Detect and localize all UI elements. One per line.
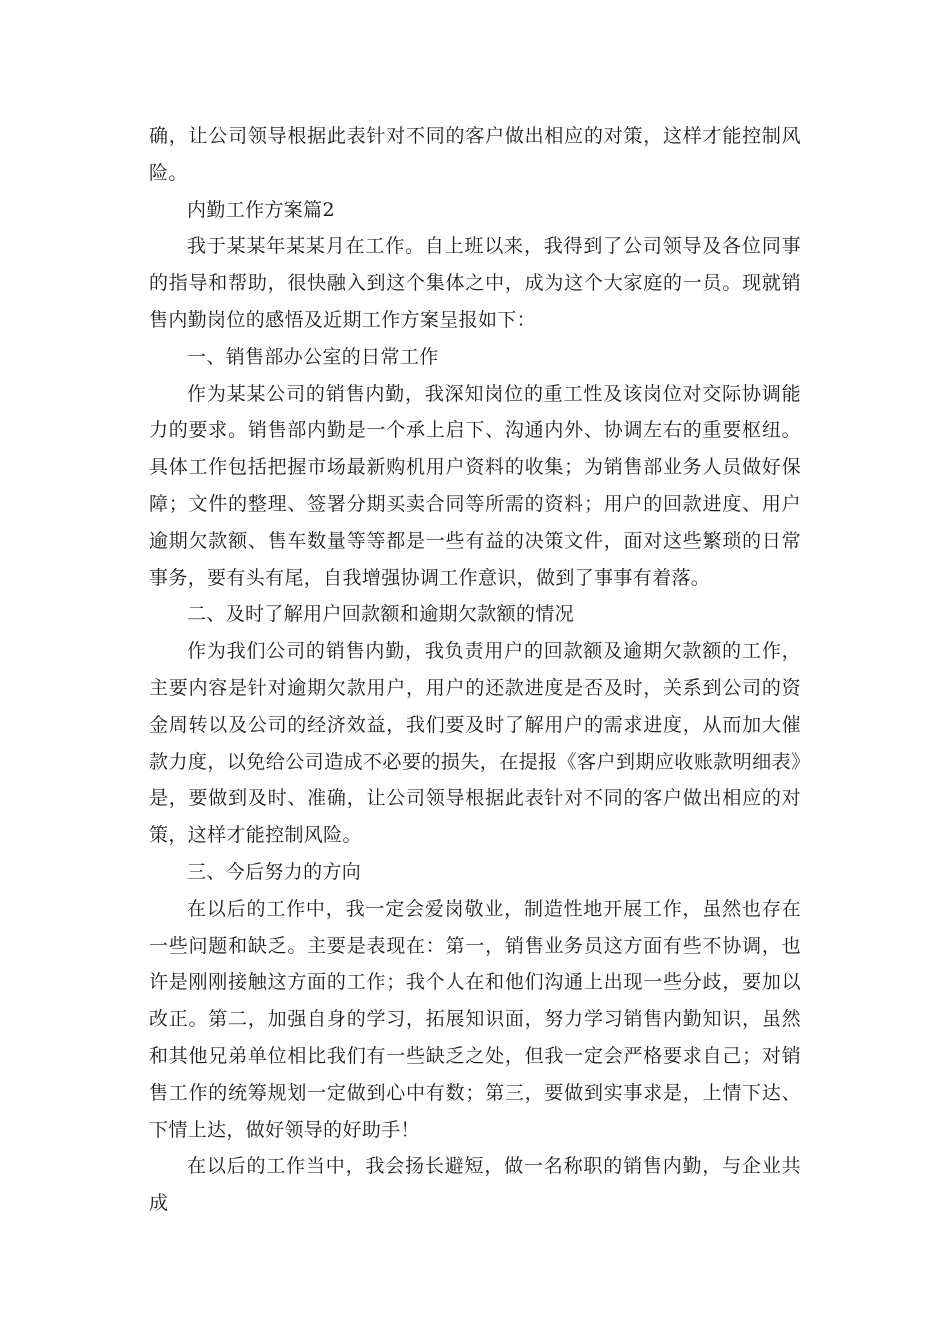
paragraph-intro: 我于某某年某某月在工作。自上班以来，我得到了公司领导及各位同事的指导和帮助，很快融入到这个集体之中，成为这个大家庭的一员。现就销售内勤岗位的感悟及近期工作方案呈报如下： xyxy=(149,235,801,331)
document-page xyxy=(149,118,801,1222)
heading-payment-status: 二、及时了解用户回款额和逾期欠款额的情况 xyxy=(187,603,575,626)
heading-daily-work: 一、销售部办公室的日常工作 xyxy=(187,345,439,368)
paragraph-continuation: 确，让公司领导根据此表针对不同的客户做出相应的对策，这样才能控制风险。 xyxy=(149,125,801,184)
section-title: 内勤工作方案篇2 xyxy=(187,198,335,221)
paragraph-payment-status: 作为我们公司的销售内勤，我负责用户的回款额及逾期欠款额的工作，主要内容是针对逾期欠款用户，用户的还款进度是否及时，关系到公司的资金周转以及公司的经济效益，我们要及时了解用户的需求进度，从而加大催款力度，以免给公司造成不必要的损失，在提报《客户到期应收账款明细表》是，要做到及时、准确，让公司领导根据此表针对不同的客户做出相应的对策，这样才能控制风险。 xyxy=(149,640,801,847)
heading-future-direction: 三、今后努力的方向 xyxy=(187,860,362,883)
paragraph-daily-work: 作为某某公司的销售内勤，我深知岗位的重工性及该岗位对交际协调能力的要求。销售部内勤是一个承上启下、沟通内外、协调左右的重要枢纽。具体工作包括把握市场最新购机用户资料的收集；为销售部业务人员做好保障；文件的整理、签署分期买卖合同等所需的资料；用户的回款进度、用户逾期欠款额、售车数量等等都是一些有益的决策文件，面对这些繁琐的日常事务，要有头有尾，自我增强协调工作意识，做到了事事有着落。 xyxy=(149,382,801,589)
paragraph-closing: 在以后的工作当中，我会扬长避短，做一名称职的销售内勤，与企业共成 xyxy=(149,1155,801,1215)
paragraph-future-direction: 在以后的工作中，我一定会爱岗敬业，制造性地开展工作，虽然也存在一些问题和缺乏。主要是表现在：第一，销售业务员这方面有些不协调，也许是刚刚接触这方面的工作；我个人在和他们沟通上出现一些分歧，要加以改正。第二，加强自身的学习，拓展知识面，努力学习销售内勤知识，虽然和其他兄弟单位相比我们有一些缺乏之处，但我一定会严格要求自己；对销售工作的统筹规划一定做到心中有数；第三，要做到实事求是，上情下达、下情上达，做好领导的好助手！ xyxy=(149,897,801,1141)
